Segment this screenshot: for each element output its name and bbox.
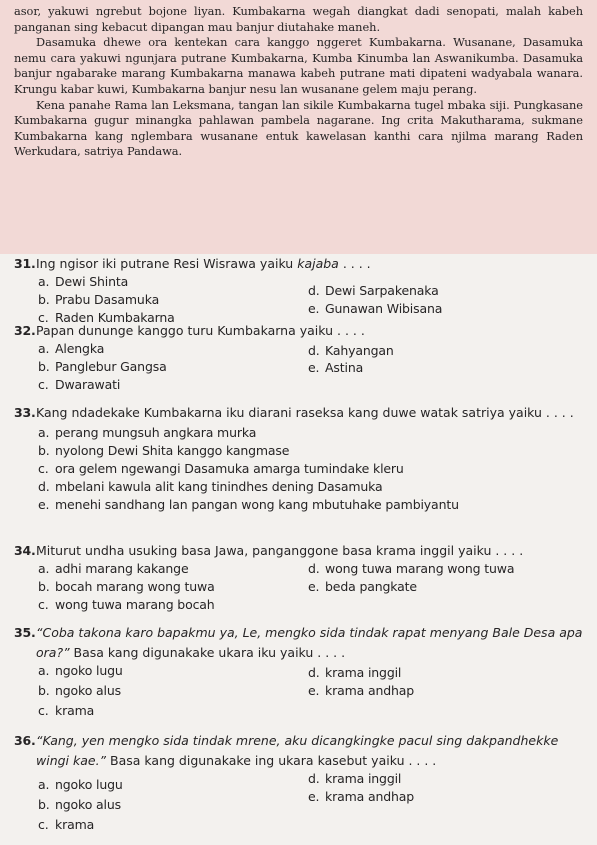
option-a[interactable]: a. Alengka — [38, 341, 105, 356]
question-stem — [14, 321, 589, 341]
passage-paragraph: Dasamuka dhewe ora kentekan cara kanggo nggeret Kumbakarna. Wusanane, Dasamuka nemu cara yakuwi ngunjara putrane Kumbakarna, Kumba Kinumba lan Aswanikumba. Dasamuka banjur ngabarake marang Kumbakarna manawa kabeh putrane mati dipateni wadyabala wanara. Krungu kabar kuwi, Kumbakarna banjur nesu lan wusanane gelem maju perang. — [14, 35, 583, 96]
option-b[interactable]: b. ngoko alus — [38, 797, 121, 812]
question-text: Papan dununge kanggo turu Kumbakarna yaiku . . . . — [36, 323, 365, 338]
emphasis-text: “Kang, yen mengko sida tindak mrene, aku dicangkingke pacul sing dakpandhekke wingi kae.” — [36, 733, 559, 768]
option-c[interactable]: c. Dwarawati — [38, 377, 121, 392]
option-d[interactable]: d. Dewi Sarpakenaka — [308, 283, 439, 298]
question-number: 31. — [14, 256, 36, 271]
option-c[interactable]: c. ora gelem ngewangi Dasamuka amarga tumindake kleru — [38, 461, 404, 476]
question-text: Miturut undha usuking basa Jawa, panganggone basa krama inggil yaiku . . . . — [36, 543, 524, 558]
option-d[interactable]: d. wong tuwa marang wong tuwa — [308, 561, 515, 576]
question-text: “Kang, yen mengko sida tindak mrene, aku dicangkingke pacul sing dakpandhekke wingi kae.” Basa kang digunakake ing ukara kasebut yaiku . . . . — [36, 733, 559, 768]
question-stem — [14, 403, 589, 423]
option-c[interactable]: c. wong tuwa marang bocah — [38, 597, 215, 612]
question-number: 34. — [14, 543, 36, 558]
option-d[interactable]: d. krama inggil — [308, 665, 402, 680]
option-a[interactable]: a. adhi marang kakange — [38, 561, 189, 576]
question-stem — [14, 623, 589, 663]
passage-paragraph: Kena panahe Rama lan Leksmana, tangan lan sikile Kumbakarna tugel mbaka siji. Pungkasane Kumbakarna gugur minangka pahlawan pambela nagarane. Ing crita Makutharama, sukmane Kumbakarna kang nglembara wusanane entuk kawelasan kanthi cara njilma marang Raden Werkudara, satriya Pandawa. — [14, 97, 583, 159]
question-text: Kang ndadekake Kumbakarna iku diarani raseksa kang duwe watak satriya yaiku . . . . — [36, 405, 574, 420]
passage-paragraph: asor, yakuwi ngrebut bojone liyan. Kumbakarna wegah diangkat dadi senopati, malah kabeh panganan sing kebacut dipangan mau banjur diutahake maneh. — [14, 4, 583, 34]
question-number: 33. — [14, 405, 36, 420]
option-a[interactable]: a. perang mungsuh angkara murka — [38, 425, 257, 440]
option-c[interactable]: c. krama — [38, 703, 95, 718]
question-stem — [14, 731, 589, 771]
reading-passage — [0, 0, 597, 254]
option-e[interactable]: e. menehi sandhang lan pangan wong kang mbutuhake pambiyantu — [38, 497, 459, 512]
option-a[interactable]: a. ngoko lugu — [38, 663, 123, 678]
option-b[interactable]: b. Panglebur Gangsa — [38, 359, 167, 374]
question-35 — [14, 623, 589, 718]
question-32 — [14, 321, 589, 392]
question-36 — [14, 731, 589, 832]
option-b[interactable]: b. Prabu Dasamuka — [38, 292, 160, 307]
option-a[interactable]: a. Dewi Shinta — [38, 274, 129, 289]
question-number: 32. — [14, 323, 36, 338]
option-d[interactable]: d. Kahyangan — [308, 343, 394, 358]
option-b[interactable]: b. bocah marang wong tuwa — [38, 579, 215, 594]
question-text: Ing ngisor iki putrane Resi Wisrawa yaiku kajaba . . . . — [36, 256, 371, 271]
option-e[interactable]: e. Gunawan Wibisana — [308, 301, 443, 316]
option-e[interactable]: e. krama andhap — [308, 683, 415, 698]
question-number: 36. — [14, 733, 36, 748]
question-text: “Coba takona karo bapakmu ya, Le, mengko sida tindak rapat menyang Bale Desa apa ora?” Basa kang digunakake ukara iku yaiku . . . . — [36, 625, 583, 660]
question-33 — [14, 403, 589, 512]
option-d[interactable]: d. mbelani kawula alit kang tinindhes dening Dasamuka — [38, 479, 383, 494]
option-d[interactable]: d. krama inggil — [308, 771, 402, 786]
question-stem — [14, 254, 589, 274]
emphasis-text: “Coba takona karo bapakmu ya, Le, mengko sida tindak rapat menyang Bale Desa apa ora?” — [36, 625, 583, 660]
question-stem — [14, 541, 589, 561]
question-34 — [14, 541, 589, 612]
question-number: 35. — [14, 625, 36, 640]
option-e[interactable]: e. krama andhap — [308, 789, 415, 804]
option-a[interactable]: a. ngoko lugu — [38, 777, 123, 792]
option-c[interactable]: c. Raden Kumbakarna — [38, 310, 175, 325]
question-31 — [14, 254, 589, 325]
option-e[interactable]: e. Astina — [308, 360, 364, 375]
emphasis-text: kajaba — [297, 256, 339, 271]
option-c[interactable]: c. krama — [38, 817, 95, 832]
option-b[interactable]: b. ngoko alus — [38, 683, 121, 698]
option-e[interactable]: e. beda pangkate — [308, 579, 417, 594]
option-b[interactable]: b. nyolong Dewi Shita kanggo kangmase — [38, 443, 290, 458]
